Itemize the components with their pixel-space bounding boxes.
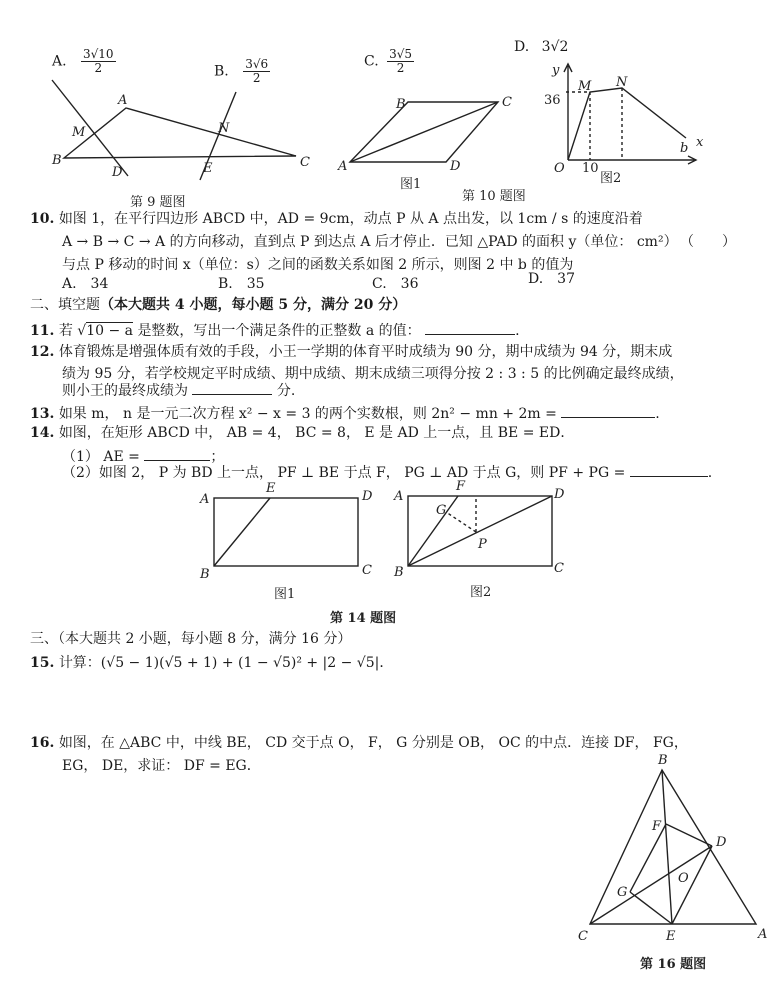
q16-median-be — [662, 770, 672, 924]
q9-label-b: B — [52, 153, 62, 168]
q9-option-c: C. $\frac{3√5}{2}$ — [364, 47, 413, 75]
q14-fig1-label-a: A — [200, 492, 210, 507]
q10-fig2-label-o: O — [554, 161, 565, 176]
q9-option-b: B. $\frac{3√6}{2}$ — [214, 57, 269, 85]
q16-caption: 第 16 题图 — [640, 957, 707, 972]
q10-fig1-label-d: D — [450, 159, 461, 174]
q16-triangle — [590, 770, 756, 924]
q14-fig2-label-p: P — [478, 537, 487, 552]
q14-fig1-label-b: B — [200, 567, 210, 582]
q9-label-e: E — [203, 161, 213, 176]
section2-heading: 二、填空题（本大题共 4 小题，每小题 5 分，满分 20 分） — [30, 297, 407, 313]
q10-fig1-caption: 图1 — [400, 177, 422, 192]
q12-line2: 绩为 95 分，若学校规定平时成绩、期中成绩、期末成绩三项得分按 2 : 3 : 5 的比例确定最终成绩， — [62, 366, 684, 382]
q10-caption: 第 10 题图 — [462, 189, 526, 204]
q11: 11. 若 √10 − a 是整数，写出一个满足条件的正整数 a 的值： . — [30, 320, 520, 340]
q16-label-e: E — [666, 929, 676, 944]
q14-fig2-label-f: F — [456, 479, 466, 494]
q14-fig2-label-b: B — [394, 565, 404, 580]
q9-option-d-expr: 3√2 — [541, 39, 569, 55]
q16-label-c: C — [578, 929, 588, 944]
q16-label-a: A — [758, 927, 768, 942]
q10-answer-paren: （ ） — [680, 234, 736, 250]
q12-line3: 则小王的最终成绩为 分. — [62, 380, 295, 400]
q10-option-a: A. 34 — [62, 276, 109, 292]
q10-fig2-label-m: M — [578, 79, 592, 94]
q10-option-c: C. 36 — [372, 276, 419, 292]
q16-label-o: O — [678, 871, 689, 886]
q9-option-a: A. $\frac{3√10}{2}$ — [52, 47, 114, 75]
q16-line2: EG， DE，求证： DF = EG． — [62, 758, 261, 774]
q10-line3: 与点 P 移动的时间 x（单位：s）之间的函数关系如图 2 所示，则图 2 中 b 的值为 — [62, 257, 574, 273]
q9-label-n: N — [218, 121, 230, 136]
q10-option-d: D. 37 — [528, 271, 575, 287]
q14-fig2-label-g: G — [436, 503, 447, 518]
q16-label-f: F — [652, 819, 662, 834]
q9-option-d: D. 3√2 — [514, 39, 569, 55]
q9-label-a: A — [118, 93, 128, 108]
q10-fig2-label-x: x — [696, 135, 704, 150]
q16-line1: 16. 如图，在 △ABC 中，中线 BE， CD 交于点 O， F， G 分别是 OB， OC 的中点．连接 DF， FG， — [30, 735, 688, 751]
q10-fig1-label-c: C — [502, 95, 512, 110]
q9-option-c-num: 3√5 — [389, 47, 413, 61]
q16-fg — [630, 824, 666, 892]
q14-fig2-label-d: D — [554, 487, 565, 502]
q10-fig2-label-36: 36 — [544, 93, 561, 108]
q10-fig2-label-10: 10 — [582, 161, 599, 176]
q14-fig2-label-a: A — [394, 489, 404, 504]
q14-line1: 14. 如图，在矩形 ABCD 中， AB = 4， BC = 8， E 是 AD 上一点，且 BE = ED． — [30, 425, 575, 441]
q14-fig1-label-d: D — [362, 489, 373, 504]
q10-fig2-label-n: N — [616, 75, 628, 90]
q10-fig1-label-a: A — [338, 159, 348, 174]
q10-line1: 10. 如图 1，在平行四边形 ABCD 中，AD = 9cm，动点 P 从 A 点出发，以 1cm / s 的速度沿着 — [30, 211, 643, 227]
q11-radical: √10 − a — [77, 323, 133, 339]
q10-fig1-label-b: B — [396, 97, 406, 112]
q16-label-g: G — [617, 885, 628, 900]
q14-fig1-label-e: E — [266, 481, 276, 496]
q12-line1: 12. 体育锻炼是增强体质有效的手段，小王一学期的体育平时成绩为 90 分，期中成绩为 94 分，期末成 — [30, 344, 673, 360]
q14-caption: 第 14 题图 — [330, 611, 397, 626]
q9-label-d: D — [112, 165, 123, 180]
section3-heading: 三、（本大题共 2 小题，每小题 8 分，满分 16 分） — [30, 631, 352, 647]
q9-caption: 第 9 题图 — [130, 195, 186, 210]
q9-option-c-den: 2 — [396, 61, 405, 75]
q9-option-b-den: 2 — [252, 71, 261, 85]
q9-label-m: M — [72, 125, 86, 140]
q9-label-c: C — [300, 155, 310, 170]
q16-label-b: B — [658, 753, 668, 768]
q10-line2: A → B → C → A 的方向移动，直到点 P 到达点 A 后才停止．已知 △PAD 的面积 y（单位： cm²） — [62, 234, 678, 250]
q16-df — [666, 824, 712, 846]
q9-option-a-den: 2 — [94, 61, 103, 75]
q16-label-d: D — [716, 835, 727, 850]
q15: 15. 计算：(√5 − 1)(√5 + 1) + (1 − √5)² + |2 − √5|． — [30, 655, 394, 671]
q14-sub1: （1） AE = ； — [62, 446, 224, 466]
q14-fig2-label-c: C — [554, 561, 564, 576]
q14-fig1-label-c: C — [362, 563, 372, 578]
q10-fig2-label-b: b — [680, 141, 689, 156]
q16-eg — [630, 892, 672, 924]
q10-fig2-caption: 图2 — [600, 171, 622, 186]
q14-fig1-caption: 图1 — [274, 587, 296, 602]
q13: 13. 如果 m， n 是一元二次方程 x² − x = 3 的两个实数根，则 2n² − mn + 2m = . — [30, 403, 660, 423]
q14-fig2-caption: 图2 — [470, 585, 492, 600]
q10-fig2-label-y: y — [552, 63, 560, 78]
q9-option-a-num: 3√10 — [83, 47, 114, 61]
q10-option-b: B. 35 — [218, 276, 265, 292]
q9-option-b-num: 3√6 — [245, 57, 269, 71]
q14-sub2: （2）如图 2， P 为 BD 上一点， PF ⊥ BE 于点 F， PG ⊥ AD 于点 G，则 PF + PG = . — [62, 462, 712, 482]
